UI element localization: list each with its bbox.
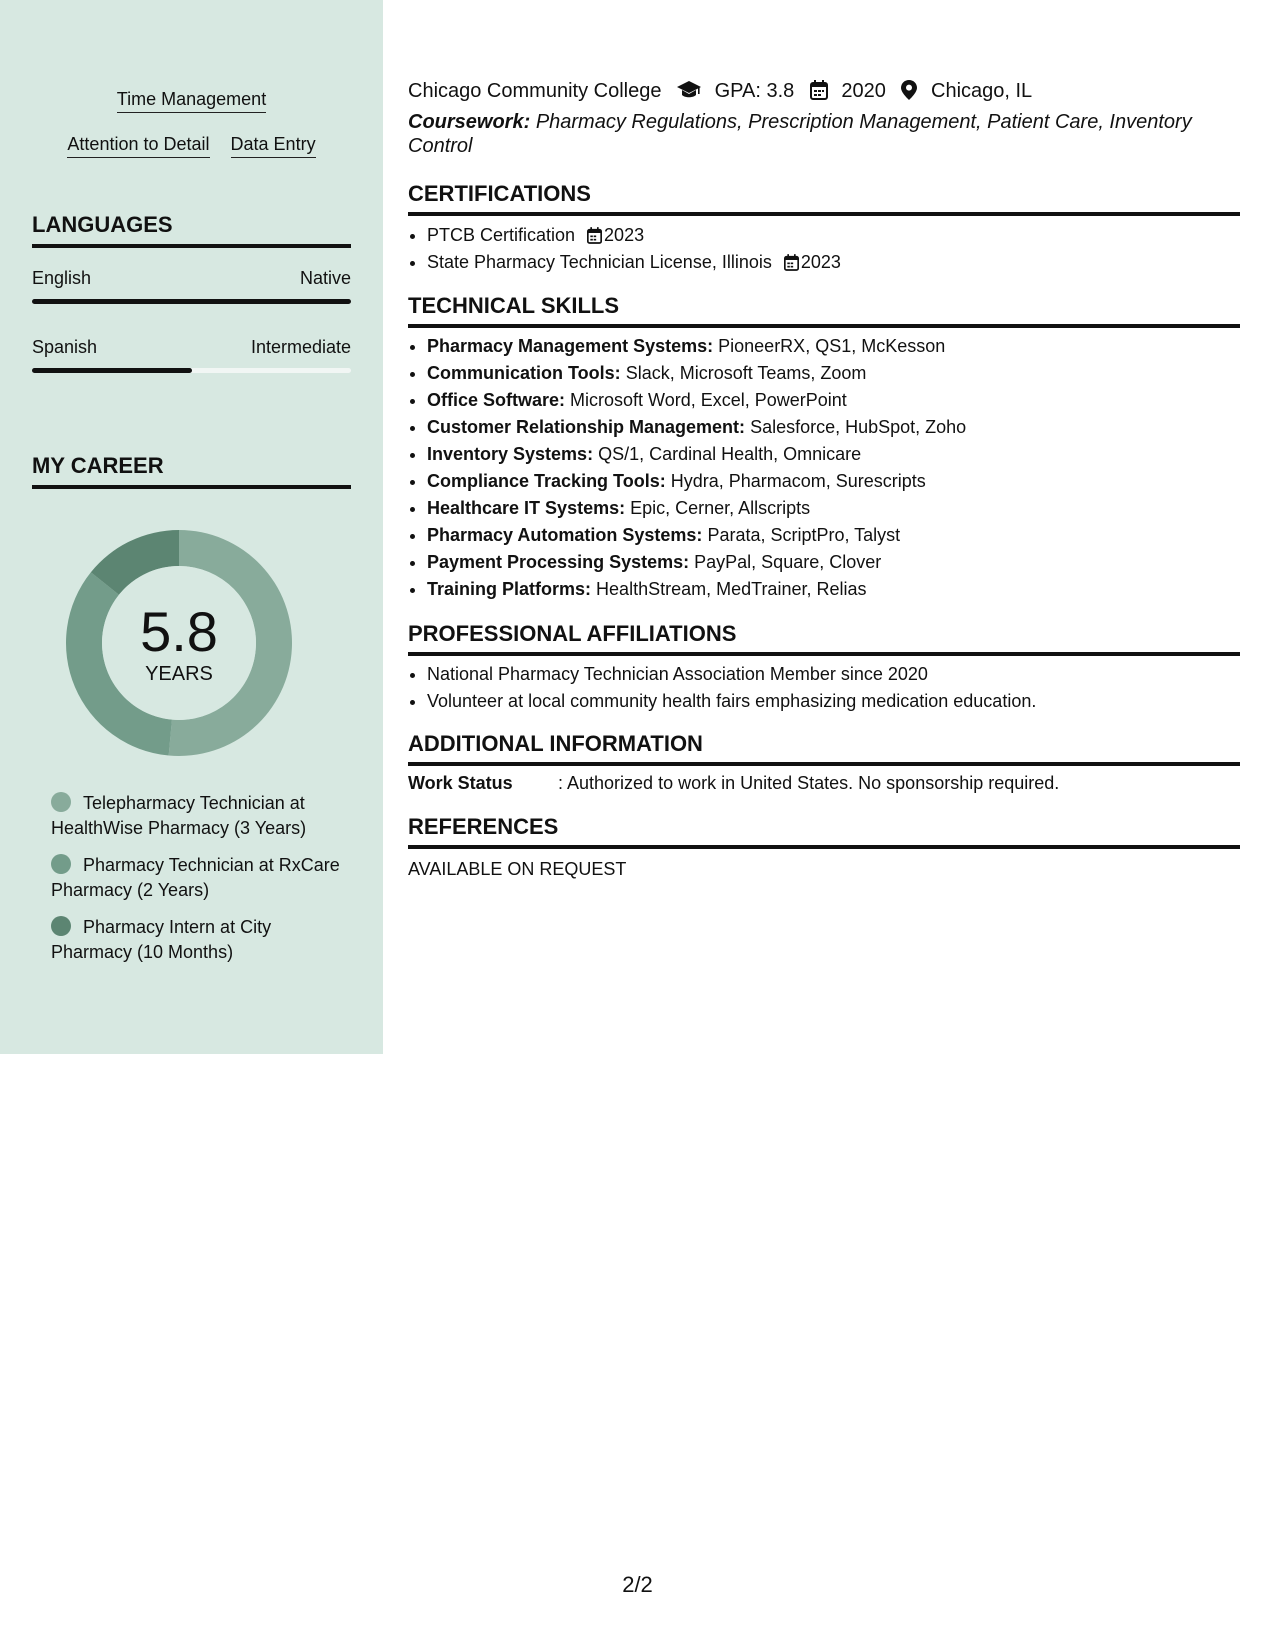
skills-row — [0, 133, 383, 158]
school-location: Chicago, IL — [931, 80, 1033, 102]
list-item — [427, 468, 1259, 495]
coursework — [408, 110, 1208, 158]
skill-category: Compliance Tracking Tools: — [427, 471, 666, 491]
skills-row — [0, 88, 383, 113]
list-item — [427, 549, 1259, 576]
skill-tag: Attention to Detail — [67, 133, 209, 158]
work-status-row — [408, 773, 1059, 794]
technical-skills-list — [408, 333, 1259, 603]
skill-values: Epic, Cerner, Allscripts — [630, 498, 811, 518]
list-item — [427, 414, 1259, 441]
list-item — [427, 522, 1259, 549]
skill-category: Inventory Systems: — [427, 444, 594, 464]
career-legend-item — [51, 791, 341, 841]
affiliations-heading: PROFESSIONAL AFFILIATIONS — [408, 620, 1240, 656]
skill-values: QS/1, Cardinal Health, Omnicare — [598, 444, 862, 464]
page-number: 2/2 — [622, 1572, 653, 1597]
career-legend-text: Pharmacy Intern at City Pharmacy (10 Months) — [51, 917, 272, 962]
skill-category: Office Software: — [427, 390, 566, 410]
career-legend-item — [51, 853, 341, 903]
location-pin-icon — [901, 80, 917, 100]
certification-name: PTCB Certification — [427, 225, 576, 245]
language-level: Native — [299, 268, 351, 288]
career-legend-item — [51, 915, 341, 965]
career-heading: MY CAREER — [32, 453, 351, 489]
list-item — [427, 441, 1259, 468]
graduation-cap-icon — [677, 80, 701, 100]
skill-values: PayPal, Square, Clover — [694, 552, 882, 572]
coursework-label: Coursework: — [408, 111, 531, 133]
list-item — [427, 249, 1259, 276]
list-item — [427, 222, 1259, 249]
list-item — [427, 387, 1259, 414]
language-proficiency-fill — [32, 368, 192, 373]
references-text: AVAILABLE ON REQUEST — [408, 859, 627, 879]
language-row — [32, 268, 351, 289]
skill-category: Healthcare IT Systems: — [427, 498, 626, 518]
skill-values: HealthStream, MedTrainer, Relias — [596, 579, 867, 599]
languages-heading: LANGUAGES — [32, 212, 351, 248]
language-proficiency-fill — [32, 299, 351, 304]
language-level: Intermediate — [250, 337, 351, 357]
list-item — [427, 360, 1259, 387]
list-item — [427, 495, 1259, 522]
language-proficiency-bar — [32, 368, 351, 373]
education-line — [408, 78, 1032, 104]
skill-tag: Data Entry — [231, 133, 316, 158]
certification-name: State Pharmacy Technician License, Illinois — [427, 252, 772, 272]
language-name: Spanish — [32, 337, 98, 357]
calendar-icon — [810, 80, 828, 100]
skill-values: Salesforce, HubSpot, Zoho — [750, 417, 967, 437]
calendar-icon — [587, 227, 602, 244]
skill-values: Hydra, Pharmacom, Surescripts — [670, 471, 926, 491]
list-item — [427, 576, 1259, 603]
certifications-heading: CERTIFICATIONS — [408, 180, 1240, 216]
skill-values: Microsoft Word, Excel, PowerPoint — [570, 390, 847, 410]
graduation-year: 2020 — [841, 80, 886, 102]
career-legend-text: Pharmacy Technician at RxCare Pharmacy (2 Years) — [51, 855, 340, 900]
certification-year: 2023 — [800, 252, 841, 272]
language-proficiency-bar — [32, 299, 351, 304]
school-name: Chicago Community College — [408, 80, 662, 102]
skill-values: PioneerRX, QS1, McKesson — [718, 336, 946, 356]
gpa: GPA: 3.8 — [714, 80, 795, 102]
affiliations-list — [408, 661, 1259, 715]
list-item: • Volunteer at local community health fairs emphasizing medication education. — [427, 688, 1259, 715]
skill-category: Pharmacy Management Systems: — [427, 336, 714, 356]
language-row — [32, 337, 351, 358]
certification-year: 2023 — [604, 225, 645, 245]
career-legend-text: Telepharmacy Technician at HealthWise Pharmacy (3 Years) — [51, 793, 307, 838]
language-name: English — [32, 268, 92, 288]
skill-tag: Time Management — [117, 88, 266, 113]
skill-category: Pharmacy Automation Systems: — [427, 525, 703, 545]
technical-skills-heading: TECHNICAL SKILLS — [408, 292, 1240, 328]
skill-values: Parata, ScriptPro, Talyst — [707, 525, 901, 545]
work-status-label: Work Status — [408, 773, 513, 793]
additional-info-heading: ADDITIONAL INFORMATION — [408, 730, 1240, 766]
skill-category: Training Platforms: — [427, 579, 592, 599]
skill-category: Customer Relationship Management: — [427, 417, 746, 437]
career-total-unit: YEARS — [145, 663, 213, 685]
list-item: • National Pharmacy Technician Association Member since 2020 — [427, 661, 1259, 688]
skill-category: Communication Tools: — [427, 363, 621, 383]
legend-dot — [51, 854, 71, 874]
career-total-years: 5.8 — [140, 600, 218, 663]
list-item — [427, 333, 1259, 360]
calendar-icon — [784, 254, 799, 271]
legend-dot — [51, 792, 71, 812]
certifications-list — [408, 222, 1259, 276]
legend-dot — [51, 916, 71, 936]
references-heading: REFERENCES — [408, 813, 1240, 849]
coursework-list: Pharmacy Regulations, Prescription Management, Patient Care, Inventory Control — [408, 111, 1192, 157]
skill-values: Slack, Microsoft Teams, Zoom — [625, 363, 867, 383]
skill-category: Payment Processing Systems: — [427, 552, 690, 572]
work-status-value: : Authorized to work in United States. No sponsorship required. — [558, 773, 1060, 793]
